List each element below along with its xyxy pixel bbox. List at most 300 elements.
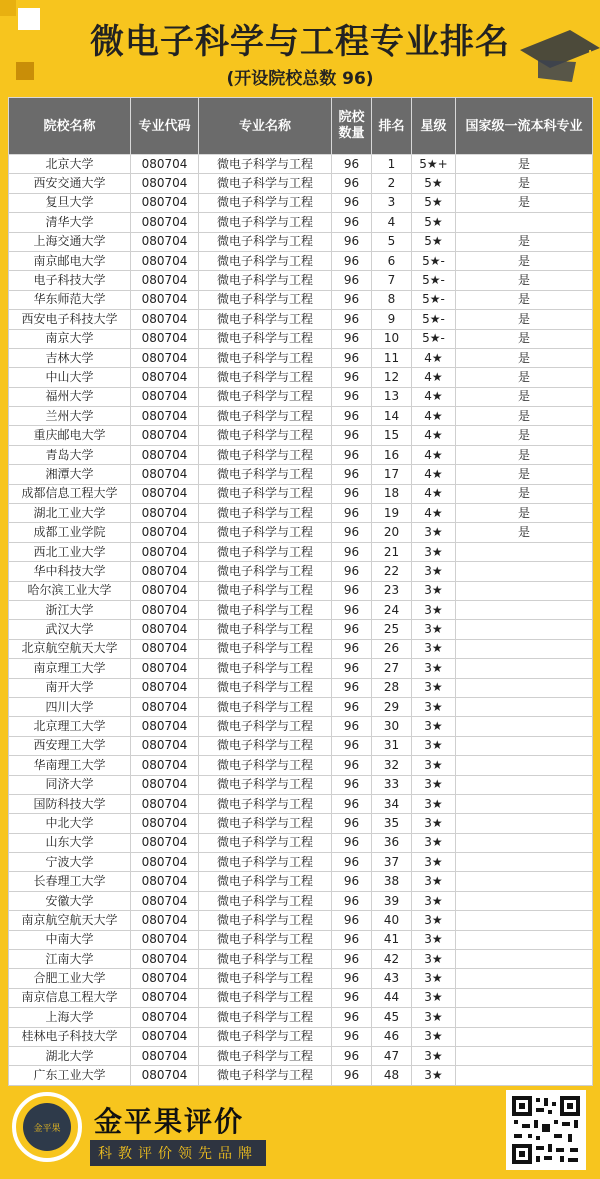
cell-rank: 3 (372, 193, 412, 212)
cell-count: 96 (332, 659, 372, 678)
cell-rank: 11 (372, 348, 412, 367)
cell-code: 080704 (131, 465, 199, 484)
cell-rank: 44 (372, 988, 412, 1007)
cell-stars: 4★ (412, 407, 456, 426)
table-row (9, 581, 593, 600)
cell-school: 南开大学 (9, 678, 131, 697)
cell-code: 080704 (131, 523, 199, 542)
table-row (9, 348, 593, 367)
cell-rank: 46 (372, 1027, 412, 1046)
cell-count: 96 (332, 193, 372, 212)
cell-count: 96 (332, 1046, 372, 1065)
table-row (9, 1027, 593, 1046)
cell-major: 微电子科学与工程 (199, 833, 332, 852)
cell-stars: 3★ (412, 891, 456, 910)
cell-count: 96 (332, 600, 372, 619)
cell-stars: 3★ (412, 775, 456, 794)
cell-code: 080704 (131, 174, 199, 193)
cell-school: 华中科技大学 (9, 562, 131, 581)
table-row (9, 1066, 593, 1085)
cell-stars: 3★ (412, 659, 456, 678)
cell-first-class: 是 (456, 193, 593, 212)
table-row (9, 213, 593, 232)
cell-first-class (456, 1027, 593, 1046)
table-row (9, 407, 593, 426)
cell-first-class (456, 659, 593, 678)
cell-count: 96 (332, 581, 372, 600)
cell-first-class (456, 1008, 593, 1027)
table-row (9, 872, 593, 891)
cell-school: 南京大学 (9, 329, 131, 348)
cell-major: 微电子科学与工程 (199, 426, 332, 445)
cell-rank: 32 (372, 756, 412, 775)
cell-stars: 5★ (412, 213, 456, 232)
cell-major: 微电子科学与工程 (199, 368, 332, 387)
cell-count: 96 (332, 853, 372, 872)
table-row (9, 736, 593, 755)
table-row (9, 950, 593, 969)
cell-stars: 5★+ (412, 155, 456, 174)
cell-first-class (456, 775, 593, 794)
cell-school: 江南大学 (9, 950, 131, 969)
cell-code: 080704 (131, 969, 199, 988)
cell-count: 96 (332, 271, 372, 290)
cell-major: 微电子科学与工程 (199, 581, 332, 600)
cell-code: 080704 (131, 581, 199, 600)
cell-stars: 4★ (412, 504, 456, 523)
cell-code: 080704 (131, 988, 199, 1007)
cell-code: 080704 (131, 426, 199, 445)
cell-major: 微电子科学与工程 (199, 251, 332, 270)
table-row (9, 368, 593, 387)
cell-school: 国防科技大学 (9, 794, 131, 813)
cell-first-class (456, 814, 593, 833)
cell-code: 080704 (131, 775, 199, 794)
cell-first-class: 是 (456, 426, 593, 445)
table-row (9, 426, 593, 445)
cell-count: 96 (332, 465, 372, 484)
header-col-school: 院校名称 (9, 98, 131, 155)
cell-stars: 4★ (412, 387, 456, 406)
cell-code: 080704 (131, 504, 199, 523)
cell-rank: 1 (372, 155, 412, 174)
cell-code: 080704 (131, 717, 199, 736)
table-row (9, 174, 593, 193)
table-row (9, 911, 593, 930)
page-subtitle: (开设院校总数 96) (226, 69, 374, 89)
cell-rank: 26 (372, 639, 412, 658)
cell-stars: 3★ (412, 600, 456, 619)
cell-rank: 5 (372, 232, 412, 251)
cell-rank: 4 (372, 213, 412, 232)
table-row (9, 484, 593, 503)
cell-stars: 5★- (412, 271, 456, 290)
cell-first-class (456, 891, 593, 910)
cell-major: 微电子科学与工程 (199, 542, 332, 561)
cell-rank: 20 (372, 523, 412, 542)
header-col-rank: 排名 (372, 98, 412, 155)
cell-major: 微电子科学与工程 (199, 329, 332, 348)
cell-code: 080704 (131, 445, 199, 464)
table-row (9, 620, 593, 639)
cell-code: 080704 (131, 155, 199, 174)
cell-count: 96 (332, 775, 372, 794)
cell-count: 96 (332, 368, 372, 387)
cell-count: 96 (332, 891, 372, 910)
cell-count: 96 (332, 426, 372, 445)
table-row (9, 251, 593, 270)
cell-stars: 4★ (412, 465, 456, 484)
cell-stars: 5★- (412, 251, 456, 270)
cell-major: 微电子科学与工程 (199, 814, 332, 833)
cell-code: 080704 (131, 368, 199, 387)
cell-rank: 31 (372, 736, 412, 755)
cell-count: 96 (332, 562, 372, 581)
cell-school: 南京航空航天大学 (9, 911, 131, 930)
cell-count: 96 (332, 950, 372, 969)
cell-code: 080704 (131, 697, 199, 716)
cell-stars: 5★ (412, 174, 456, 193)
cell-count: 96 (332, 445, 372, 464)
cell-first-class (456, 213, 593, 232)
cell-school: 中山大学 (9, 368, 131, 387)
cell-school: 北京航空航天大学 (9, 639, 131, 658)
cell-code: 080704 (131, 620, 199, 639)
cell-first-class: 是 (456, 329, 593, 348)
cell-code: 080704 (131, 562, 199, 581)
cell-count: 96 (332, 1027, 372, 1046)
cell-code: 080704 (131, 950, 199, 969)
cell-stars: 3★ (412, 1046, 456, 1065)
cell-code: 080704 (131, 1027, 199, 1046)
cell-major: 微电子科学与工程 (199, 988, 332, 1007)
cell-major: 微电子科学与工程 (199, 271, 332, 290)
brand-slogan: 科教评价领先品牌 (90, 1140, 266, 1166)
table-row (9, 697, 593, 716)
cell-major: 微电子科学与工程 (199, 562, 332, 581)
cell-stars: 4★ (412, 484, 456, 503)
cell-code: 080704 (131, 310, 199, 329)
cell-code: 080704 (131, 1008, 199, 1027)
cell-first-class (456, 969, 593, 988)
table-row (9, 756, 593, 775)
cell-code: 080704 (131, 484, 199, 503)
cell-major: 微电子科学与工程 (199, 213, 332, 232)
cell-rank: 39 (372, 891, 412, 910)
cell-school: 电子科技大学 (9, 271, 131, 290)
cell-stars: 3★ (412, 969, 456, 988)
cell-rank: 27 (372, 659, 412, 678)
cell-first-class (456, 1046, 593, 1065)
cell-school: 西安理工大学 (9, 736, 131, 755)
table-row (9, 504, 593, 523)
cell-major: 微电子科学与工程 (199, 310, 332, 329)
cell-rank: 29 (372, 697, 412, 716)
cell-code: 080704 (131, 600, 199, 619)
cell-first-class: 是 (456, 523, 593, 542)
table-row (9, 310, 593, 329)
cell-rank: 18 (372, 484, 412, 503)
cell-stars: 3★ (412, 833, 456, 852)
cell-rank: 34 (372, 794, 412, 813)
cell-first-class (456, 620, 593, 639)
cell-first-class (456, 600, 593, 619)
cell-stars: 3★ (412, 853, 456, 872)
cell-count: 96 (332, 930, 372, 949)
cell-first-class: 是 (456, 174, 593, 193)
cell-major: 微电子科学与工程 (199, 600, 332, 619)
cell-first-class: 是 (456, 232, 593, 251)
cell-stars: 3★ (412, 1066, 456, 1085)
header-col-first-class: 国家级一流本科专业 (456, 98, 593, 155)
cell-first-class (456, 853, 593, 872)
cell-stars: 3★ (412, 620, 456, 639)
cell-code: 080704 (131, 659, 199, 678)
cell-rank: 2 (372, 174, 412, 193)
cell-first-class: 是 (456, 368, 593, 387)
cell-first-class (456, 833, 593, 852)
cell-count: 96 (332, 329, 372, 348)
cell-rank: 47 (372, 1046, 412, 1065)
table-row (9, 271, 593, 290)
cell-first-class (456, 736, 593, 755)
cell-rank: 6 (372, 251, 412, 270)
cell-code: 080704 (131, 678, 199, 697)
cell-stars: 4★ (412, 426, 456, 445)
cell-rank: 14 (372, 407, 412, 426)
cell-code: 080704 (131, 736, 199, 755)
table-row (9, 542, 593, 561)
cell-school: 武汉大学 (9, 620, 131, 639)
cell-major: 微电子科学与工程 (199, 717, 332, 736)
cell-count: 96 (332, 717, 372, 736)
cell-stars: 3★ (412, 930, 456, 949)
table-row (9, 891, 593, 910)
table-row (9, 930, 593, 949)
cell-school: 北京理工大学 (9, 717, 131, 736)
table-row (9, 853, 593, 872)
cell-code: 080704 (131, 853, 199, 872)
cell-first-class: 是 (456, 387, 593, 406)
cell-rank: 22 (372, 562, 412, 581)
cell-school: 湘潭大学 (9, 465, 131, 484)
cell-school: 长春理工大学 (9, 872, 131, 891)
table-row (9, 1046, 593, 1065)
table-row (9, 155, 593, 174)
cell-school: 华东师范大学 (9, 290, 131, 309)
cell-school: 哈尔滨工业大学 (9, 581, 131, 600)
cell-rank: 42 (372, 950, 412, 969)
cell-school: 成都工业学院 (9, 523, 131, 542)
cell-major: 微电子科学与工程 (199, 407, 332, 426)
cell-major: 微电子科学与工程 (199, 1066, 332, 1085)
cell-first-class: 是 (456, 484, 593, 503)
cell-stars: 3★ (412, 872, 456, 891)
cell-rank: 10 (372, 329, 412, 348)
cell-school: 复旦大学 (9, 193, 131, 212)
ranking-table (8, 97, 592, 1086)
cell-major: 微电子科学与工程 (199, 290, 332, 309)
cell-code: 080704 (131, 911, 199, 930)
cell-rank: 36 (372, 833, 412, 852)
cell-major: 微电子科学与工程 (199, 620, 332, 639)
cell-major: 微电子科学与工程 (199, 950, 332, 969)
cell-school: 安徽大学 (9, 891, 131, 910)
cell-rank: 45 (372, 1008, 412, 1027)
cell-count: 96 (332, 988, 372, 1007)
cell-count: 96 (332, 387, 372, 406)
table-row (9, 523, 593, 542)
cell-count: 96 (332, 1066, 372, 1085)
table-row (9, 833, 593, 852)
page-title: 微电子科学与工程专业排名 (90, 22, 510, 62)
brand-name: 金平果评价 (94, 1105, 245, 1138)
cell-stars: 3★ (412, 794, 456, 813)
cell-stars: 3★ (412, 523, 456, 542)
header-col-stars: 星级 (412, 98, 456, 155)
cell-rank: 25 (372, 620, 412, 639)
qr-code-icon[interactable] (506, 1090, 586, 1170)
cell-school: 合肥工业大学 (9, 969, 131, 988)
cell-school: 福州大学 (9, 387, 131, 406)
cell-rank: 37 (372, 853, 412, 872)
cell-stars: 3★ (412, 1027, 456, 1046)
table-row (9, 465, 593, 484)
header-col-count: 院校 数量 (332, 98, 372, 155)
cell-major: 微电子科学与工程 (199, 193, 332, 212)
cell-major: 微电子科学与工程 (199, 911, 332, 930)
cell-stars: 3★ (412, 756, 456, 775)
cell-code: 080704 (131, 193, 199, 212)
cell-count: 96 (332, 872, 372, 891)
cell-first-class (456, 678, 593, 697)
cell-major: 微电子科学与工程 (199, 504, 332, 523)
cell-count: 96 (332, 504, 372, 523)
table-body (9, 155, 593, 1086)
cell-rank: 35 (372, 814, 412, 833)
cell-code: 080704 (131, 290, 199, 309)
cell-first-class: 是 (456, 348, 593, 367)
cell-rank: 33 (372, 775, 412, 794)
cell-code: 080704 (131, 891, 199, 910)
cell-rank: 41 (372, 930, 412, 949)
cell-stars: 3★ (412, 581, 456, 600)
cell-school: 桂林电子科技大学 (9, 1027, 131, 1046)
cell-school: 西安交通大学 (9, 174, 131, 193)
cell-first-class (456, 756, 593, 775)
cell-major: 微电子科学与工程 (199, 756, 332, 775)
cell-first-class (456, 542, 593, 561)
cell-major: 微电子科学与工程 (199, 1046, 332, 1065)
cell-school: 青岛大学 (9, 445, 131, 464)
cell-stars: 3★ (412, 814, 456, 833)
cell-school: 广东工业大学 (9, 1066, 131, 1085)
cell-stars: 4★ (412, 348, 456, 367)
cell-code: 080704 (131, 407, 199, 426)
cell-first-class (456, 988, 593, 1007)
cell-count: 96 (332, 969, 372, 988)
cell-count: 96 (332, 542, 372, 561)
cell-count: 96 (332, 232, 372, 251)
cell-rank: 43 (372, 969, 412, 988)
cell-major: 微电子科学与工程 (199, 678, 332, 697)
cell-school: 清华大学 (9, 213, 131, 232)
cell-first-class (456, 562, 593, 581)
cell-count: 96 (332, 639, 372, 658)
cell-rank: 19 (372, 504, 412, 523)
cell-major: 微电子科学与工程 (199, 174, 332, 193)
cell-rank: 28 (372, 678, 412, 697)
cell-school: 宁波大学 (9, 853, 131, 872)
cell-school: 中南大学 (9, 930, 131, 949)
cell-stars: 4★ (412, 368, 456, 387)
cell-stars: 3★ (412, 542, 456, 561)
cell-first-class: 是 (456, 155, 593, 174)
cell-count: 96 (332, 484, 372, 503)
cell-code: 080704 (131, 329, 199, 348)
table-row (9, 290, 593, 309)
cell-first-class (456, 930, 593, 949)
cell-school: 重庆邮电大学 (9, 426, 131, 445)
graduation-cap-logo-icon: 金平果 (23, 1103, 71, 1151)
cell-stars: 5★ (412, 193, 456, 212)
cell-code: 080704 (131, 814, 199, 833)
cell-count: 96 (332, 348, 372, 367)
cell-count: 96 (332, 620, 372, 639)
cell-school: 南京信息工程大学 (9, 988, 131, 1007)
cell-major: 微电子科学与工程 (199, 930, 332, 949)
cell-first-class: 是 (456, 310, 593, 329)
cell-code: 080704 (131, 251, 199, 270)
cell-major: 微电子科学与工程 (199, 484, 332, 503)
cell-school: 四川大学 (9, 697, 131, 716)
table-row (9, 717, 593, 736)
cell-stars: 5★- (412, 310, 456, 329)
header-col-major: 专业名称 (199, 98, 332, 155)
cell-count: 96 (332, 1008, 372, 1027)
table-row (9, 639, 593, 658)
table-row (9, 445, 593, 464)
cell-stars: 3★ (412, 1008, 456, 1027)
cell-first-class: 是 (456, 465, 593, 484)
table-row (9, 1008, 593, 1027)
cell-first-class: 是 (456, 271, 593, 290)
cell-code: 080704 (131, 794, 199, 813)
cell-rank: 9 (372, 310, 412, 329)
cell-school: 南京邮电大学 (9, 251, 131, 270)
cell-major: 微电子科学与工程 (199, 736, 332, 755)
cell-first-class: 是 (456, 445, 593, 464)
table-row (9, 678, 593, 697)
cell-count: 96 (332, 814, 372, 833)
cell-school: 西安电子科技大学 (9, 310, 131, 329)
cell-major: 微电子科学与工程 (199, 659, 332, 678)
cell-school: 华南理工大学 (9, 756, 131, 775)
cell-count: 96 (332, 407, 372, 426)
cell-major: 微电子科学与工程 (199, 872, 332, 891)
cell-count: 96 (332, 174, 372, 193)
cell-rank: 21 (372, 542, 412, 561)
cell-major: 微电子科学与工程 (199, 697, 332, 716)
table-row (9, 562, 593, 581)
cell-rank: 7 (372, 271, 412, 290)
cell-major: 微电子科学与工程 (199, 794, 332, 813)
cell-code: 080704 (131, 833, 199, 852)
cell-first-class: 是 (456, 251, 593, 270)
cell-rank: 12 (372, 368, 412, 387)
cell-stars: 3★ (412, 950, 456, 969)
cell-stars: 3★ (412, 639, 456, 658)
